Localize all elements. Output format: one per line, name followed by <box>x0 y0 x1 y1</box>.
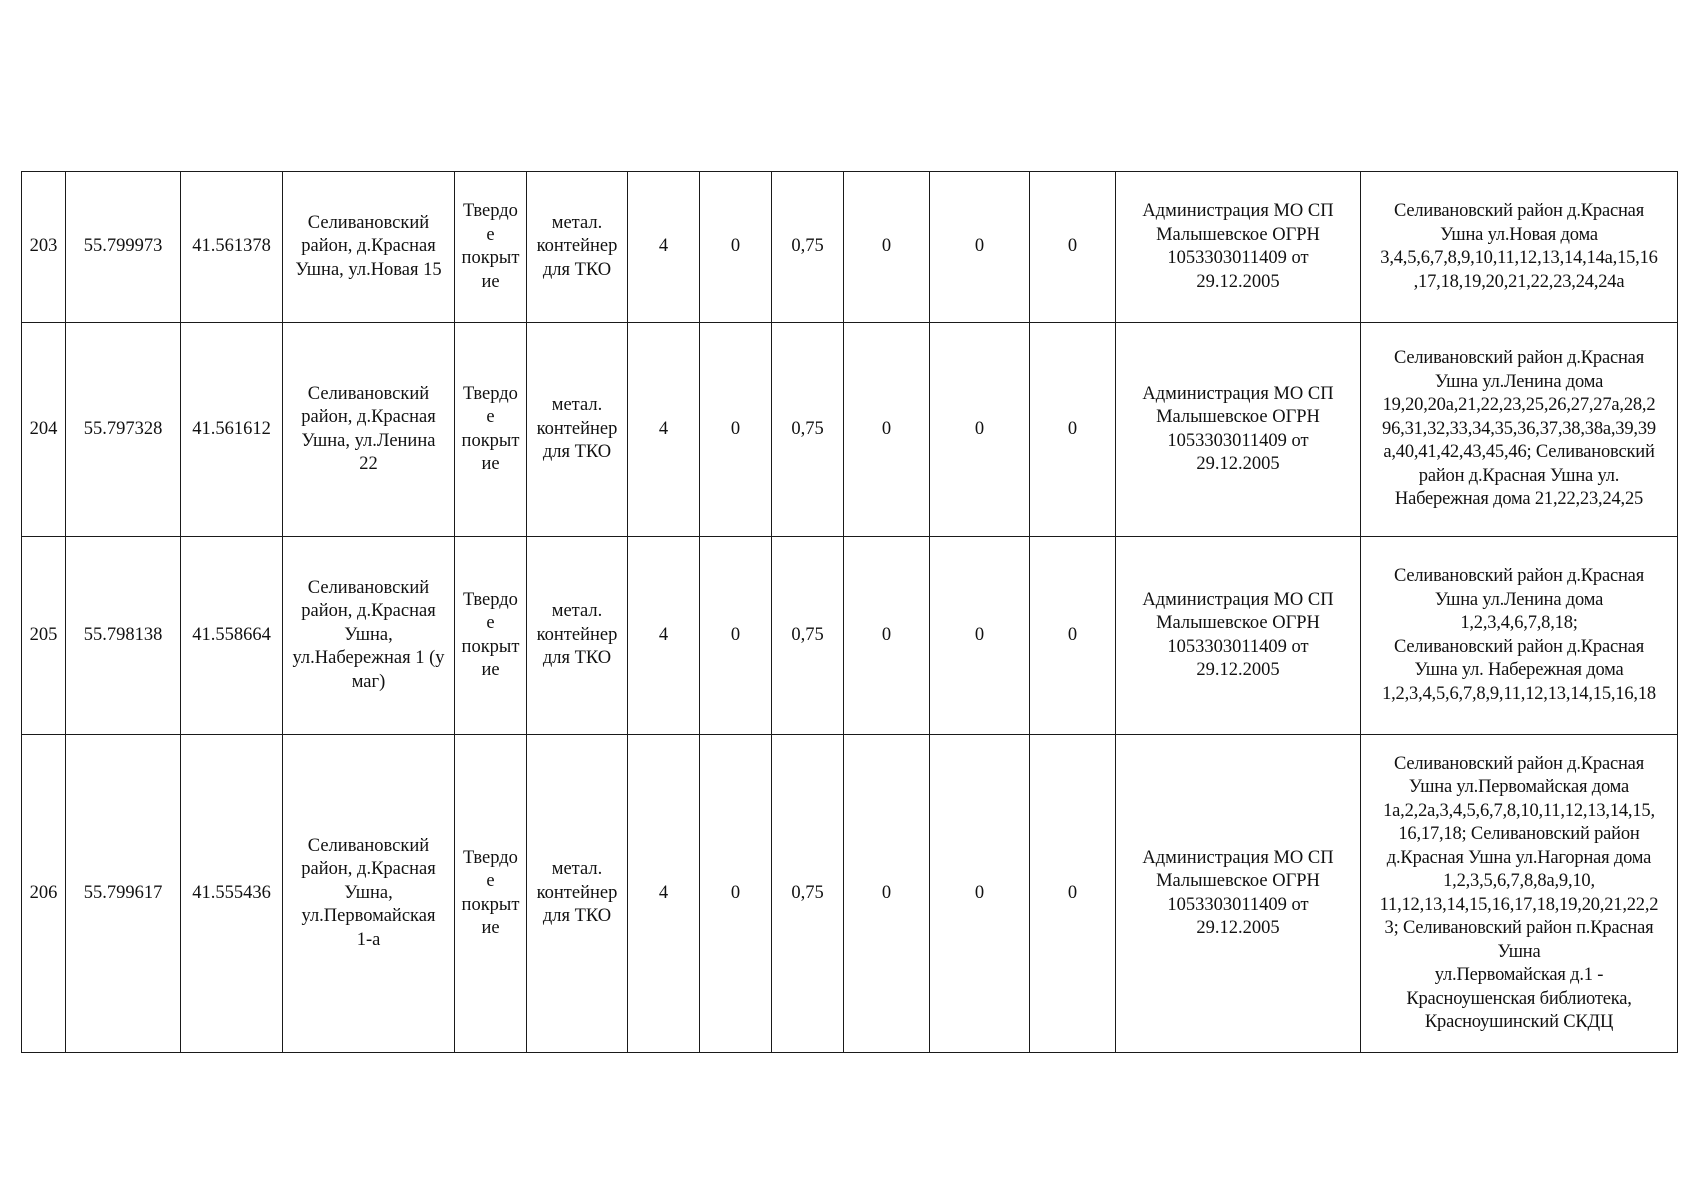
value-cell-1 <box>628 172 700 323</box>
row-number-cell <box>22 735 66 1053</box>
value-cell-2 <box>700 537 772 735</box>
served-houses-cell <box>1361 537 1678 735</box>
value-cell-4 <box>844 172 930 323</box>
surface-type-cell-text: Твердо е покрыт ие <box>461 589 520 680</box>
served-houses-cell <box>1361 323 1678 537</box>
value-cell-5-text: 0 <box>974 236 985 257</box>
served-houses-cell-text: Селивановский район д.Красная Ушна ул.Ленина дома 19,20,20а,21,22,23,25,26,27,27а,28,2 96,31,32,33,34,35,36,37,38,38а,39,39 а,40,41,42,43,45,46; Селивановский район д.Красная Ушна ул. Набережная дома 21,22,23,24,25 <box>1382 348 1656 510</box>
row-number-cell <box>22 172 66 323</box>
owner-cell-text: Администрация МО СП Малышевское ОГРН 1053303011409 от 29.12.2005 <box>1142 383 1334 474</box>
table-row <box>22 735 1678 1053</box>
value-cell-2-text: 0 <box>730 418 741 439</box>
row-number-cell-text: 203 <box>29 236 58 257</box>
value-cell-3-text: 0,75 <box>791 236 824 257</box>
value-cell-4 <box>844 323 930 537</box>
address-cell-text: Селивановский район, д.Красная Ушна, ул.Первомайская 1-а <box>301 835 436 950</box>
address-cell-text: Селивановский район, д.Красная Ушна, ул.Набережная 1 (у маг) <box>292 577 445 692</box>
longitude-cell <box>181 172 283 323</box>
served-houses-cell <box>1361 172 1678 323</box>
owner-cell <box>1116 172 1361 323</box>
value-cell-6 <box>1030 323 1116 537</box>
value-cell-2 <box>700 323 772 537</box>
value-cell-1 <box>628 537 700 735</box>
value-cell-6-text: 0 <box>1067 236 1078 257</box>
value-cell-3 <box>772 735 844 1053</box>
owner-cell-text: Администрация МО СП Малышевское ОГРН 1053303011409 от 29.12.2005 <box>1142 201 1334 292</box>
container-type-cell <box>527 172 628 323</box>
row-number-cell <box>22 537 66 735</box>
latitude-cell <box>66 323 181 537</box>
value-cell-1-text: 4 <box>658 882 669 903</box>
surface-type-cell <box>455 537 527 735</box>
container-type-cell-text: метал. контейнер для ТКО <box>536 212 618 280</box>
address-cell <box>283 323 455 537</box>
latitude-cell-text: 55.798138 <box>83 624 163 645</box>
value-cell-3 <box>772 323 844 537</box>
value-cell-4-text: 0 <box>881 418 892 439</box>
surface-type-cell <box>455 172 527 323</box>
value-cell-5 <box>930 735 1030 1053</box>
row-number-cell <box>22 323 66 537</box>
table-row <box>22 172 1678 323</box>
longitude-cell <box>181 537 283 735</box>
longitude-cell-text: 41.561378 <box>192 236 271 257</box>
table-row <box>22 537 1678 735</box>
served-houses-cell-text: Селивановский район д.Красная Ушна ул.Новая дома 3,4,5,6,7,8,9,10,11,12,13,14,14а,15,16 ,17,18,19,20,21,22,23,24,24а <box>1380 201 1658 292</box>
surface-type-cell-text: Твердо е покрыт ие <box>461 383 520 474</box>
container-type-cell <box>527 323 628 537</box>
container-type-cell-text: метал. контейнер для ТКО <box>536 395 618 463</box>
value-cell-5 <box>930 172 1030 323</box>
value-cell-6-text: 0 <box>1067 418 1078 439</box>
value-cell-1-text: 4 <box>658 236 669 257</box>
latitude-cell <box>66 172 181 323</box>
longitude-cell-text: 41.558664 <box>192 624 271 645</box>
value-cell-1 <box>628 735 700 1053</box>
address-cell <box>283 735 455 1053</box>
owner-cell-text: Администрация МО СП Малышевское ОГРН 1053303011409 от 29.12.2005 <box>1142 847 1334 938</box>
address-cell <box>283 172 455 323</box>
value-cell-3 <box>772 172 844 323</box>
latitude-cell-text: 55.797328 <box>83 418 163 439</box>
container-type-cell <box>527 735 628 1053</box>
value-cell-5 <box>930 537 1030 735</box>
value-cell-3-text: 0,75 <box>791 882 824 903</box>
longitude-cell <box>181 735 283 1053</box>
value-cell-1 <box>628 323 700 537</box>
value-cell-4 <box>844 735 930 1053</box>
longitude-cell <box>181 323 283 537</box>
address-cell <box>283 537 455 735</box>
value-cell-5-text: 0 <box>974 418 985 439</box>
container-type-cell-text: метал. контейнер для ТКО <box>536 601 618 669</box>
value-cell-1-text: 4 <box>658 624 669 645</box>
latitude-cell-text: 55.799617 <box>83 882 163 903</box>
served-houses-cell-text: Селивановский район д.Красная Ушна ул.Первомайская дома 1а,2,2а,3,4,5,6,7,8,10,11,12,13,14,15, 16,17,18; Селивановский район д.Красная Ушна ул.Нагорная дома 1,2,3,5,6,7,8,8а,9,10, 11,12,13,14,15,16,17,18,19,20,21,22,2 3; Селивановский район п.Красная Ушна ул.Первомайская д.1 - Красноушенская библиотека, Красноушинский СКДЦ <box>1379 753 1659 1032</box>
owner-cell-text: Администрация МО СП Малышевское ОГРН 1053303011409 от 29.12.2005 <box>1142 589 1334 680</box>
value-cell-2 <box>700 172 772 323</box>
surface-type-cell-text: Твердо е покрыт ие <box>461 847 520 938</box>
value-cell-4 <box>844 537 930 735</box>
value-cell-3 <box>772 537 844 735</box>
value-cell-6-text: 0 <box>1067 624 1078 645</box>
owner-cell <box>1116 537 1361 735</box>
container-type-cell-text: метал. контейнер для ТКО <box>536 859 618 927</box>
latitude-cell-text: 55.799973 <box>83 236 163 257</box>
row-number-cell-text: 205 <box>29 624 58 645</box>
value-cell-4-text: 0 <box>881 882 892 903</box>
value-cell-5 <box>930 323 1030 537</box>
waste-sites-table <box>21 171 1678 1053</box>
value-cell-5-text: 0 <box>974 882 985 903</box>
owner-cell <box>1116 323 1361 537</box>
value-cell-2 <box>700 735 772 1053</box>
surface-type-cell <box>455 735 527 1053</box>
value-cell-1-text: 4 <box>658 418 669 439</box>
row-number-cell-text: 204 <box>29 418 58 439</box>
value-cell-6 <box>1030 735 1116 1053</box>
surface-type-cell-text: Твердо е покрыт ие <box>461 201 520 292</box>
value-cell-3-text: 0,75 <box>791 418 824 439</box>
value-cell-4-text: 0 <box>881 236 892 257</box>
value-cell-4-text: 0 <box>881 624 892 645</box>
value-cell-2-text: 0 <box>730 236 741 257</box>
latitude-cell <box>66 537 181 735</box>
served-houses-cell-text: Селивановский район д.Красная Ушна ул.Ленина дома 1,2,3,4,6,7,8,18; Селивановский район д.Красная Ушна ул. Набережная дома 1,2,3,4,5,6,7,8,9,11,12,13,14,15,16,18 <box>1382 566 1656 704</box>
value-cell-3-text: 0,75 <box>791 624 824 645</box>
value-cell-6 <box>1030 172 1116 323</box>
row-number-cell-text: 206 <box>29 882 58 903</box>
served-houses-cell <box>1361 735 1678 1053</box>
value-cell-6 <box>1030 537 1116 735</box>
value-cell-2-text: 0 <box>730 882 741 903</box>
address-cell-text: Селивановский район, д.Красная Ушна, ул.Новая 15 <box>295 212 442 280</box>
value-cell-5-text: 0 <box>974 624 985 645</box>
table-row <box>22 323 1678 537</box>
value-cell-2-text: 0 <box>730 624 741 645</box>
container-type-cell <box>527 537 628 735</box>
surface-type-cell <box>455 323 527 537</box>
longitude-cell-text: 41.561612 <box>192 418 271 439</box>
address-cell-text: Селивановский район, д.Красная Ушна, ул.Ленина 22 <box>301 383 436 474</box>
owner-cell <box>1116 735 1361 1053</box>
table-body <box>22 172 1678 1053</box>
longitude-cell-text: 41.555436 <box>192 882 271 903</box>
latitude-cell <box>66 735 181 1053</box>
value-cell-6-text: 0 <box>1067 882 1078 903</box>
